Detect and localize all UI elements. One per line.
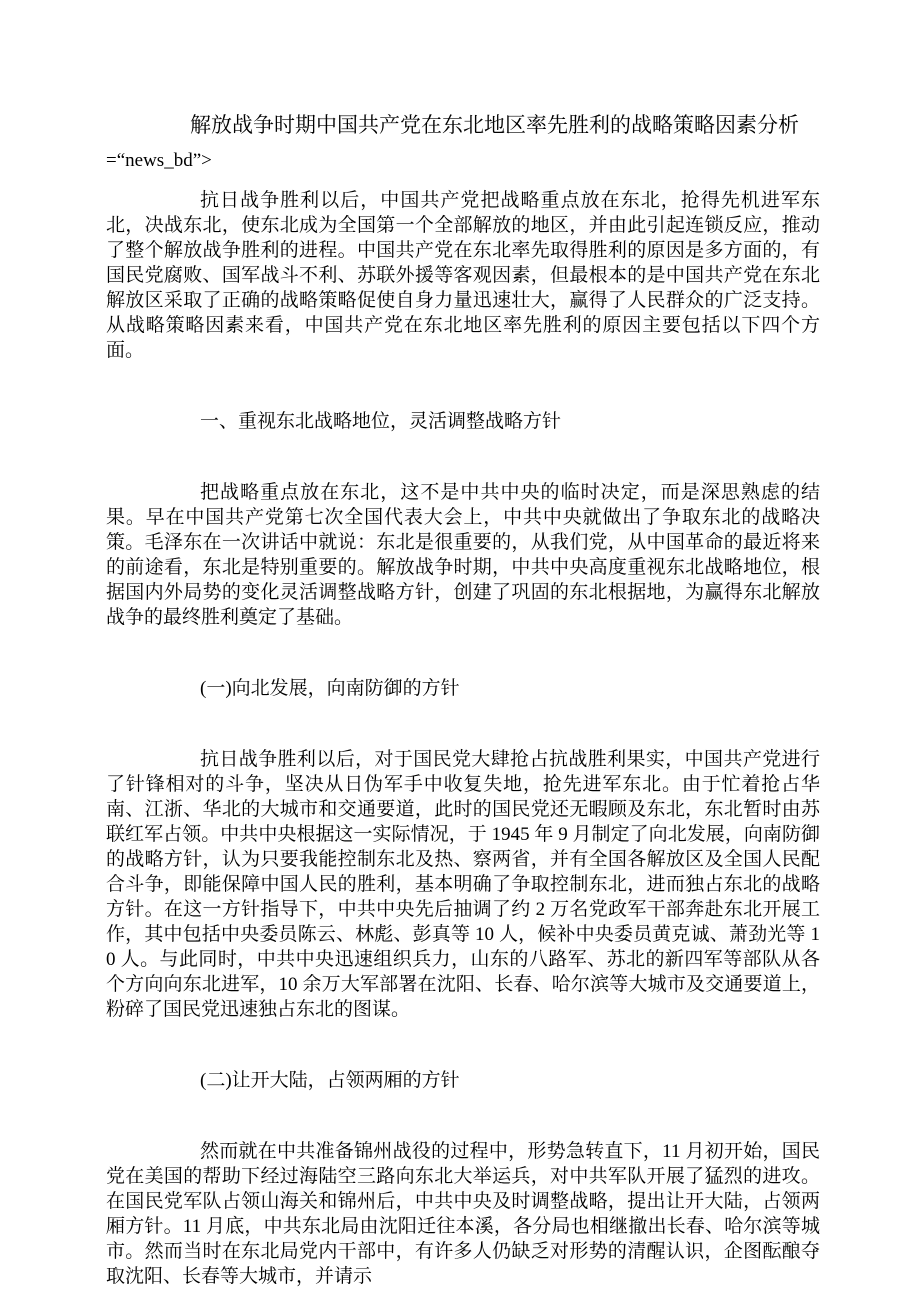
section-heading-1-1: (一)向北发展，向南防御的方针 [200, 678, 460, 699]
document-title: 解放战争时期中国共产党在东北地区率先胜利的战略策略因素分析 [190, 113, 799, 137]
section-heading-1-2: (二)让开大陆，占领两厢的方针 [200, 1070, 460, 1091]
section-heading-1: 一、重视东北战略地位，灵活调整战略方针 [200, 411, 562, 432]
paragraph-section-1-1: 抗日战争胜利以后，对于国民党大肆抢占抗战胜利果实，中国共产党进行了针锋相对的斗争，坚决从日伪军手中收复失地，抢先进军东北。由于忙着抢占华南、江浙、华北的大城市和交通要道，此时的国民党还无暇顾及东北，东北暂时由苏联红军占领。中共中央根据这一实际情况，于 1945 年 9 月制定了向北发展，向南防御的战略方针，认为只要我能控制东北及热、察两省，并有全国各解放区及全国人民配合斗争，即能保障中国人民的胜利，基本明确了争取控制东北，进而独占东北的战略方针。在这一方针指导下，中共中央先后抽调了约 2 万名党政军干部奔赴东北开展工作，其中包括中央委员陈云、林彪、彭真等 10 人，候补中央委员黄克诚、萧劲光等 10 人。与此同时，中共中央迅速组织兵力，山东的八路军、苏北的新四军等部队从各个方向向东北进军，10 余万大军部署在沈阳、长春、哈尔滨等大城市及交通要道上，粉碎了国民党迅速独占东北的图谋。 [106, 749, 820, 1020]
paragraph-section-1-2: 然而就在中共准备锦州战役的过程中，形势急转直下，11 月初开始，国民党在美国的帮助下经过海陆空三路向东北大举运兵，对中共军队开展了猛烈的进攻。在国民党军队占领山海关和锦州后，中共中央及时调整战略，提出让开大陆，占领两厢方针。11 月底，中共东北局由沈阳迁往本溪，各分局也相继撤出长春、哈尔滨等城市。然而当时在东北局党内干部中，有许多人仍缺乏对形势的清醒认识，企图酝酿夺取沈阳、长春等大城市，并请示 [106, 1141, 820, 1287]
paragraph-section-1: 把战略重点放在东北，这不是中共中央的临时决定，而是深思熟虑的结果。早在中国共产党第七次全国代表大会上，中共中央就做出了争取东北的战略决策。毛泽东在一次讲话中就说：东北是很重要的，从我们党，从中国革命的最近将来的前途看，东北是特别重要的。解放战争时期，中共中央高度重视东北战略地位，根据国内外局势的变化灵活调整战略方针，创建了巩固的东北根据地，为赢得东北解放战争的最终胜利奠定了基础。 [106, 482, 820, 628]
meta-line: =“news_bd”> [106, 150, 212, 171]
paragraph-intro: 抗日战争胜利以后，中国共产党把战略重点放在东北，抢得先机进军东北，决战东北，使东北成为全国第一个全部解放的地区，并由此引起连锁反应，推动了整个解放战争胜利的进程。中国共产党在东北率先取得胜利的原因是多方面的，有国民党腐败、国军战斗不利、苏联外援等客观因素，但最根本的是中国共产党在东北解放区采取了正确的战略策略促使自身力量迅速壮大，赢得了人民群众的广泛支持。从战略策略因素来看，中国共产党在东北地区率先胜利的原因主要包括以下四个方面。 [106, 190, 820, 361]
